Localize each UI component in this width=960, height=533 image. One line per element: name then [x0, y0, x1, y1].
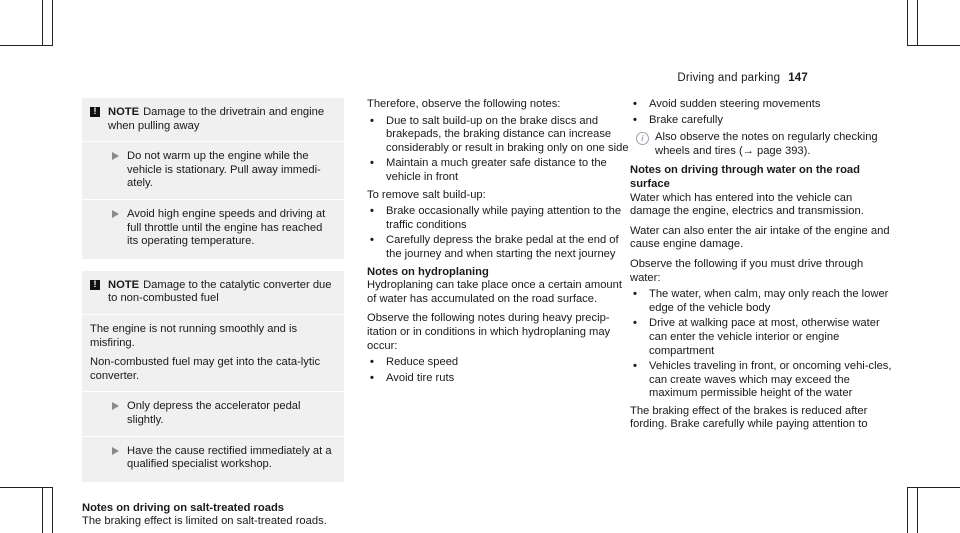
note-paragraph: Non-combusted fuel may get into the cata-lytic converter. [90, 356, 321, 382]
bullet-list [367, 115, 629, 185]
warning-icon: ! [90, 280, 100, 290]
section-heading: Notes on hydroplaning [367, 265, 489, 278]
list-item: • Avoid tire ruts [370, 371, 455, 384]
crop-mark [42, 487, 43, 533]
step-arrow-icon [112, 402, 119, 410]
note-title: NOTE [108, 278, 140, 291]
list-item: • Brake carefully [633, 113, 723, 126]
list-item: • Avoid sudden steering movements [633, 98, 821, 110]
instruction-step: Do not warm up the engine while the vehicle is stationary. Pull away immedi-ately. [112, 150, 336, 191]
step-arrow-icon [112, 152, 119, 160]
crop-mark [907, 45, 960, 46]
list-item: • Due to salt build-up on the brake discs and brakepads, the braking distance can increase considerably or result in braking only on one side [370, 114, 629, 154]
crop-mark [0, 487, 52, 488]
column-right [630, 98, 892, 432]
crop-mark [52, 0, 53, 46]
paragraph: The braking effect of the brakes is reduced after fording. Brake carefully while paying attention to [630, 404, 868, 431]
bullet-list [367, 205, 629, 261]
note-text: Damage to the catalytic converter due to non-combusted fuel [108, 278, 332, 305]
list-item: • Carefully depress the brake pedal at the end of the journey and when starting the next journey [370, 234, 619, 260]
crop-mark [52, 487, 53, 533]
bullet-list [630, 288, 892, 401]
list-item: • Vehicles traveling in front, or oncoming vehi-cles, can create waves which may exceed the maximum permissible height of the water [633, 360, 892, 400]
list-item: • Drive at walking pace at most, otherwise water can enter the vehicle interior or engine compartment [633, 317, 880, 357]
section-heading: Notes on driving on salt-treated roads [82, 501, 285, 514]
list-item: • Maintain a much greater safe distance to the vehicle in front [370, 157, 607, 183]
paragraph: Observe the following if you must drive through water: [630, 257, 864, 284]
paragraph: Water which has entered into the vehicle can damage the engine, electrics and transmission. [630, 191, 864, 218]
crop-mark [907, 487, 960, 488]
crop-mark [917, 0, 918, 46]
crop-mark [42, 0, 43, 46]
section-heading: Notes on driving through water on the road surface [630, 164, 860, 190]
instruction-step: Only depress the accelerator pedal slightly. [112, 400, 336, 427]
section-title: Driving and parking [677, 72, 781, 84]
note-paragraph: The engine is not running smoothly and is misfiring. [90, 322, 298, 349]
page-header [677, 72, 808, 84]
info-note: i Also observe the notes on regularly checking wheels and tires (→ page 393). [636, 131, 892, 158]
note-title: NOTE [108, 106, 140, 118]
instruction-step: Avoid high engine speeds and driving at full throttle until the engine has reached its operating temperature. [112, 208, 336, 249]
list-item: • Reduce speed [370, 356, 459, 369]
list-item: • The water, when calm, may only reach the lower edge of the vehicle body [633, 288, 889, 314]
crop-mark [917, 487, 918, 533]
paragraph: To remove salt build-up: [367, 188, 486, 201]
crop-mark [907, 0, 908, 46]
page-number: 147 [788, 72, 808, 84]
paragraph: The braking effect is limited on salt-treated roads. [82, 515, 327, 528]
crop-mark [0, 45, 52, 46]
note-drivetrain [82, 98, 344, 259]
instruction-step: Have the cause rectified immediately at a qualified specialist workshop. [112, 445, 336, 472]
note-catalytic-converter [82, 271, 344, 482]
bullet-list [367, 356, 629, 385]
column-left [82, 98, 344, 529]
paragraph: Observe the following notes during heavy precip-itation or in conditions in which hydroplaning may occur: [367, 312, 611, 352]
bullet-list [630, 98, 892, 127]
crop-mark [907, 487, 908, 533]
paragraph: Hydroplaning can take place once a certain amount of water has accumulated on the road surface. [367, 279, 622, 305]
paragraph: Water can also enter the air intake of the engine and cause engine damage. [630, 224, 890, 251]
column-middle [367, 98, 629, 389]
warning-icon: ! [90, 107, 100, 117]
step-arrow-icon [112, 210, 119, 218]
note-text: Damage to the drivetrain and engine when pulling away [108, 106, 325, 132]
paragraph: Therefore, observe the following notes: [367, 98, 561, 110]
step-arrow-icon [112, 447, 119, 455]
list-item: • Brake occasionally while paying attention to the traffic conditions [370, 205, 622, 231]
info-icon: i [636, 132, 649, 145]
